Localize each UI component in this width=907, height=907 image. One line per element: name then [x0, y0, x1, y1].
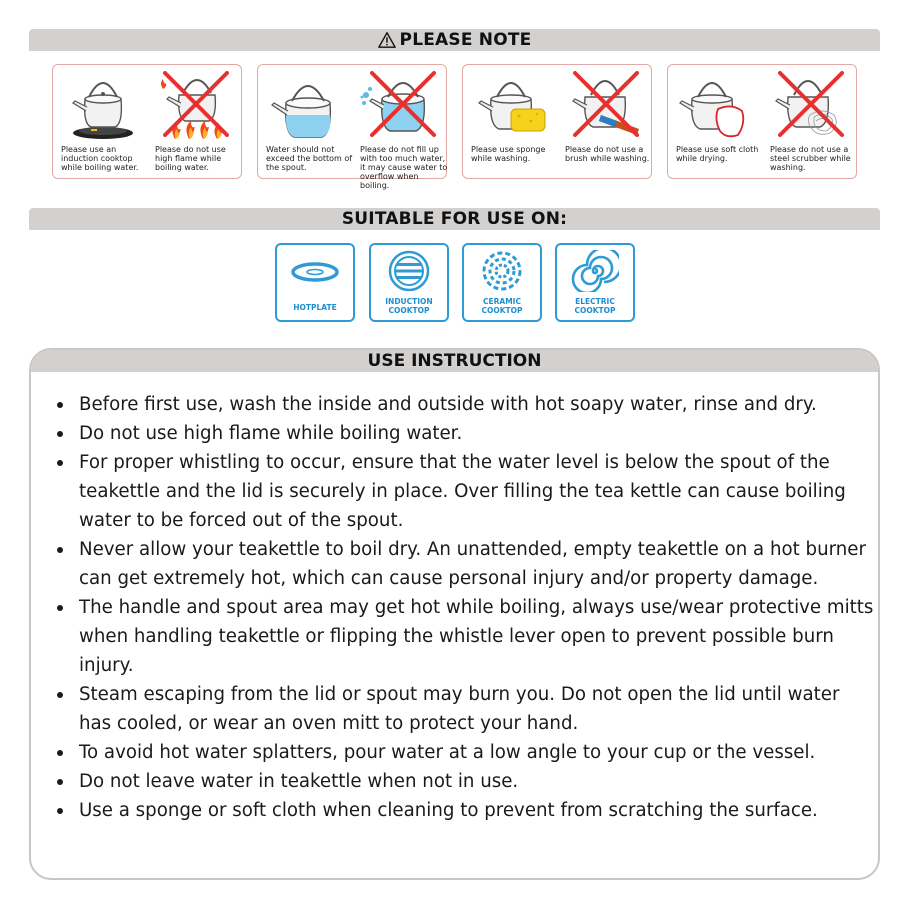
note-caption: Please do not use a steel scrubber while washing.	[770, 145, 851, 172]
kettle-sponge-icon	[471, 69, 551, 141]
note-caption: Please do not use high flame while boiling water.	[155, 145, 226, 172]
kettle-steel-scrubber-crossed-icon	[770, 69, 850, 141]
suitable-induction	[369, 243, 449, 322]
instructions-panel	[29, 348, 880, 880]
note-card-drying	[667, 64, 857, 179]
suitable-label: ELECTRIC COOKTOP	[574, 297, 616, 315]
note-caption: Please use an induction cooktop while boiling water.	[61, 145, 139, 172]
note-dont	[762, 65, 856, 178]
note-caption: Please do not fill up with too much water, it may cause water to overflow when boiling.	[360, 145, 448, 190]
please-note-header	[29, 29, 880, 51]
kettle-on-induction-icon	[61, 69, 141, 141]
instructions-title: USE INSTRUCTION	[367, 351, 542, 371]
induction-cooktop-icon	[385, 250, 433, 292]
note-dont	[147, 65, 241, 178]
please-note-title: PLEASE NOTE	[399, 30, 532, 50]
list-item: For proper whistling to occur, ensure that the water level is below the spout of the teakettle and the lid is securely in place. Over filling the tea kettle can cause boiling water to be forced out of the spout.	[55, 448, 875, 535]
list-item: To avoid hot water splatters, pour water at a low angle to your cup or the vessel.	[55, 738, 875, 767]
kettle-brush-crossed-icon	[565, 69, 645, 141]
list-item: The handle and spout area may get hot while boiling, always use/wear protective mitts when handling teakettle or flipping the whistle lever open to prevent possible burn injury.	[55, 593, 875, 680]
warning-icon	[378, 31, 396, 49]
note-do	[668, 65, 762, 178]
note-card-induction	[52, 64, 242, 179]
hotplate-icon	[291, 250, 339, 292]
suitable-header	[29, 208, 880, 230]
instructions-header	[31, 350, 878, 372]
note-caption: Water should not exceed the bottom of the spout.	[266, 145, 353, 172]
suitable-hotplate	[275, 243, 355, 322]
suitable-electric	[555, 243, 635, 322]
kettle-proper-water-level-icon	[266, 69, 346, 141]
suitable-label: CERAMIC COOKTOP	[481, 297, 523, 315]
note-do	[53, 65, 147, 178]
kettle-overfilled-crossed-icon	[360, 69, 440, 141]
ceramic-cooktop-icon	[478, 250, 526, 292]
list-item: Use a sponge or soft cloth when cleaning to prevent from scratching the surface.	[55, 796, 875, 825]
note-card-water-level	[257, 64, 448, 190]
instructions-list	[55, 390, 875, 825]
suitable-title: SUITABLE FOR USE ON:	[341, 209, 568, 229]
list-item: Do not leave water in teakettle when not in use.	[55, 767, 875, 796]
note-dont	[557, 65, 651, 178]
note-dont	[352, 65, 448, 190]
list-item: Never allow your teakettle to boil dry. An unattended, empty teakettle on a hot burner can get extremely hot, which can cause personal injury and/or property damage.	[55, 535, 875, 593]
kettle-high-flame-crossed-icon	[155, 69, 235, 141]
kettle-soft-cloth-icon	[676, 69, 756, 141]
list-item: Do not use high flame while boiling water.	[55, 419, 875, 448]
suitable-label: INDUCTION COOKTOP	[385, 297, 433, 315]
electric-cooktop-icon	[571, 250, 619, 292]
list-item: Before first use, wash the inside and outside with hot soapy water, rinse and dry.	[55, 390, 875, 419]
note-do	[258, 65, 352, 178]
note-do	[463, 65, 557, 178]
note-caption: Please use soft cloth while drying.	[676, 145, 759, 163]
suitable-cooktops	[275, 243, 635, 321]
suitable-label: HOTPLATE	[293, 303, 337, 312]
list-item: Steam escaping from the lid or spout may burn you. Do not open the lid until water has cooled, or wear an oven mitt to protect your hand.	[55, 680, 875, 738]
note-caption: Please do not use a brush while washing.	[565, 145, 650, 163]
note-caption: Please use sponge while washing.	[471, 145, 546, 163]
note-card-washing	[462, 64, 652, 179]
please-note-cards	[52, 64, 858, 190]
suitable-ceramic	[462, 243, 542, 322]
